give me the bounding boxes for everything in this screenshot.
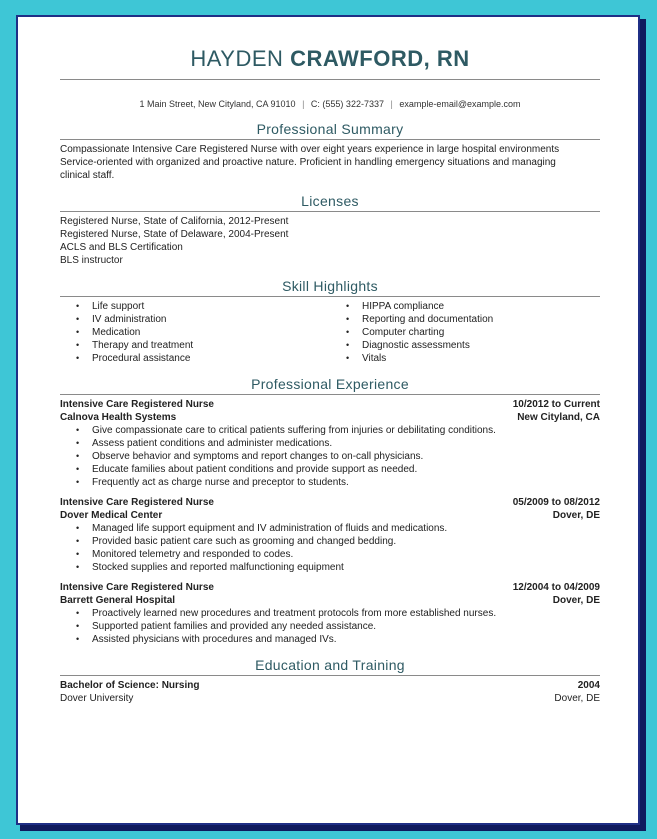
education-title: Education and Training	[255, 657, 405, 673]
summary-title: Professional Summary	[256, 121, 404, 137]
license-item: BLS instructor	[60, 255, 123, 266]
last-name: CRAWFORD, RN	[290, 46, 470, 71]
school-location: Dover, DE	[554, 693, 600, 704]
candidate-name	[60, 46, 600, 72]
job-bullets	[60, 522, 600, 574]
summary-line: Compassionate Intensive Care Registered Nurse with over eight years experience in large hospital environments	[60, 144, 560, 155]
license-item: Registered Nurse, State of Delaware, 2004-Present	[60, 229, 289, 240]
education-entry	[60, 679, 600, 705]
skills-left-list	[60, 300, 193, 365]
summary-rule	[60, 139, 600, 140]
skill-item: • Vitals	[330, 352, 493, 365]
job-bullet: • Provided basic patient care such as grooming and changed bedding.	[60, 535, 600, 548]
skill-item: • Computer charting	[330, 326, 493, 339]
skill-item: • Life support	[60, 300, 193, 313]
job-role: Intensive Care Registered Nurse	[60, 497, 214, 508]
job-bullets	[60, 424, 600, 489]
skill-item: • Therapy and treatment	[60, 339, 193, 352]
licenses-rule	[60, 211, 600, 212]
experience-title: Professional Experience	[251, 376, 409, 392]
skill-item: • Reporting and documentation	[330, 313, 493, 326]
job-dates: 10/2012 to Current	[512, 399, 600, 410]
experience-rule	[60, 394, 600, 395]
skills-title: Skill Highlights	[282, 278, 378, 294]
skill-item: • Procedural assistance	[60, 352, 193, 365]
job-employer: Barrett General Hospital	[60, 595, 176, 606]
skills-rule	[60, 296, 600, 297]
licenses-list	[60, 215, 288, 267]
resume-page	[16, 15, 640, 825]
job-entry	[60, 581, 600, 646]
job-bullet: • Assess patient conditions and administer medications.	[60, 437, 600, 450]
separator: |	[302, 99, 305, 109]
skill-item: • Diagnostic assessments	[330, 339, 493, 352]
job-bullet: • Educate families about patient conditions and provide support as needed.	[60, 463, 600, 476]
phone: C: (555) 322-7337	[310, 99, 384, 109]
job-location: New Cityland, CA	[517, 412, 600, 423]
job-employer: Dover Medical Center	[60, 510, 163, 521]
job-bullet: • Frequently act as charge nurse and preceptor to students.	[60, 476, 600, 489]
skills-right-list	[330, 300, 493, 365]
job-bullets	[60, 607, 600, 646]
job-role: Intensive Care Registered Nurse	[60, 399, 214, 410]
license-item: Registered Nurse, State of California, 2012-Present	[60, 216, 289, 227]
job-bullet: • Observe behavior and symptoms and report changes to on-call physicians.	[60, 450, 600, 463]
job-bullet: • Monitored telemetry and responded to codes.	[60, 548, 600, 561]
job-bullet: • Proactively learned new procedures and treatment protocols from more established nurses.	[60, 607, 600, 620]
license-item: ACLS and BLS Certification	[60, 242, 183, 253]
job-bullet: • Give compassionate care to critical patients suffering from injuries or debilitating conditions.	[60, 424, 600, 437]
contact-line	[60, 99, 600, 109]
job-location: Dover, DE	[552, 595, 600, 606]
email: example-email@example.com	[399, 99, 521, 109]
first-name: HAYDEN	[190, 46, 284, 71]
skill-item: • Medication	[60, 326, 193, 339]
licenses-title: Licenses	[301, 193, 359, 209]
summary-line: clinical staff.	[60, 170, 115, 181]
skill-item: • HIPPA compliance	[330, 300, 493, 313]
job-entry	[60, 496, 600, 574]
job-role: Intensive Care Registered Nurse	[60, 582, 214, 593]
address: 1 Main Street, New Cityland, CA 91010	[139, 99, 296, 109]
job-location: Dover, DE	[552, 510, 600, 521]
separator: |	[390, 99, 393, 109]
job-bullet: • Stocked supplies and reported malfunctioning equipment	[60, 561, 600, 574]
job-bullet: • Supported patient families and provided any needed assistance.	[60, 620, 600, 633]
job-employer: Calnova Health Systems	[60, 412, 177, 423]
job-bullet: • Assisted physicians with procedures and managed IVs.	[60, 633, 600, 646]
header-rule	[60, 79, 600, 80]
job-dates: 12/2004 to 04/2009	[512, 582, 600, 593]
summary-line: Service-oriented with organized and proactive nature. Proficient in handling emergency situations and managing	[60, 157, 556, 168]
school: Dover University	[60, 693, 134, 704]
summary-text	[60, 143, 559, 182]
degree: Bachelor of Science: Nursing	[60, 680, 200, 691]
skill-item: • IV administration	[60, 313, 193, 326]
job-bullet: • Managed life support equipment and IV administration of fluids and medications.	[60, 522, 600, 535]
education-rule	[60, 675, 600, 676]
job-dates: 05/2009 to 08/2012	[512, 497, 600, 508]
job-entry	[60, 398, 600, 489]
degree-year: 2004	[577, 680, 600, 691]
